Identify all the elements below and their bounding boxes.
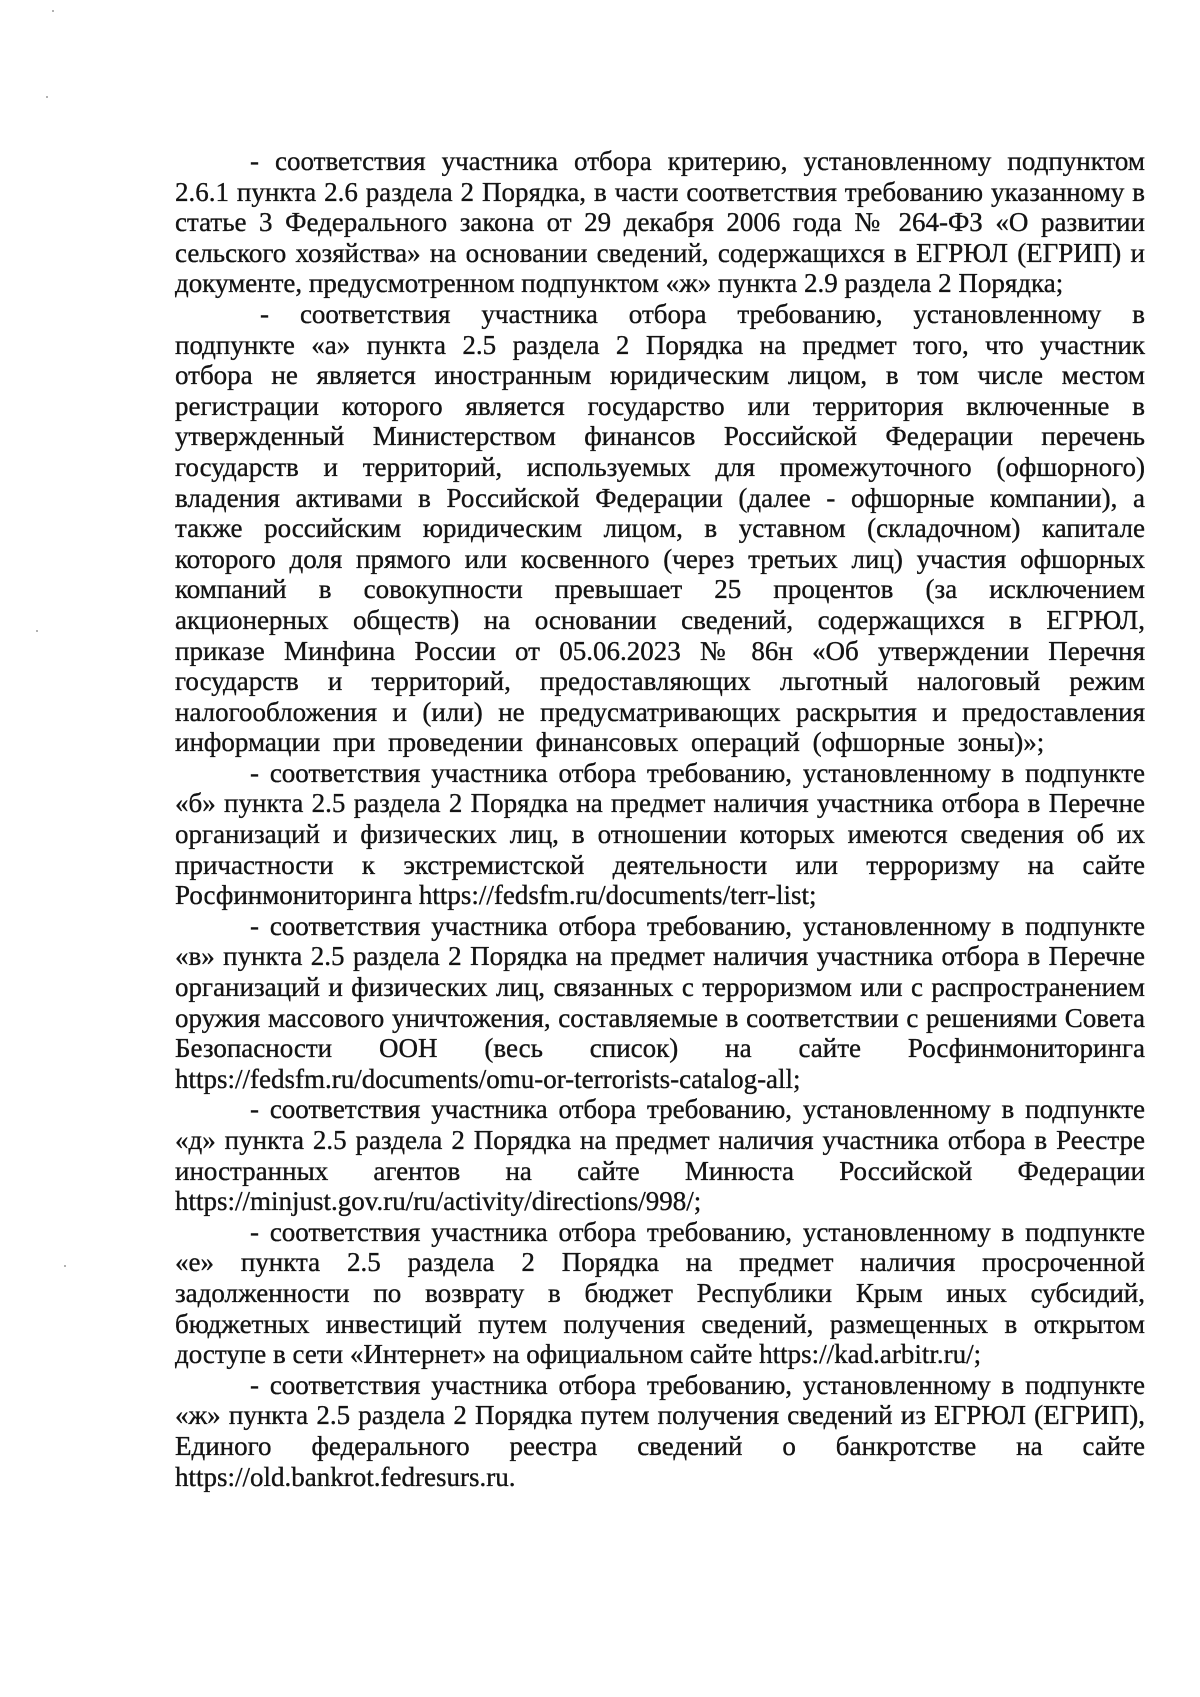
paragraph-subclause-e: - соответствия участника отбора требованию, установленному в подпункте «е» пункта 2.5 раздела 2 Порядка на предмет наличия просроченной задолженности по возврату в бюджет Республики Крым иных субсидий, бюджетных инвестиций путем получения сведений, размещенных в открытом доступе в сети «Интернет» на официальном сайте https://kad.arbitr.ru/;: [175, 1216, 1145, 1370]
paragraph-subclause-b: - соответствия участника отбора требованию, установленному в подпункте «б» пункта 2.5 раздела 2 Порядка на предмет наличия участника отбора в Перечне организаций и физических лиц, в отношении которых имеются сведения об их причастности к экстремистской деятельности или терроризму на сайте Росфинмониторинга https://fedsfm.ru/documents/terr-list;: [175, 757, 1145, 911]
scan-speck: [46, 96, 48, 98]
paragraph-subclause-a: - соответствия участника отбора требованию, установленному в подпункте «а» пункта 2.5 раздела 2 Порядка на предмет того, что участник отбора не является иностранным юридическим лицом, в том числе местом регистрации которого является государство или территория включенные в утвержденный Министерством финансов Российской Федерации перечень государств и территорий, используемых для промежуточного (офшорного) владения активами в Российской Федерации (далее - офшорные компании), а также российским юридическим лицом, в уставном (складочном) капитале которого доля прямого или косвенного (через третьих лиц) участия офшорных компаний в совокупности превышает 25 процентов (за исключением акционерных обществ) на основании сведений, содержащихся в ЕГРЮЛ, приказе Минфина России от 05.06.2023 № 86н «Об утверждении Перечня государств и территорий, предоставляющих льготный налоговый режим налогообложения и (или) не предусматривающих раскрытия и предоставления информации при проведении финансовых операций (офшорные зоны)»;: [175, 298, 1145, 758]
paragraph-criterion-2-6-1: - соответствия участника отбора критерию, установленному подпунктом 2.6.1 пункта 2.6 раздела 2 Порядка, в части соответствия требованию указанному в статье 3 Федерального закона от 29 декабря 2006 года № 264-ФЗ «О развитии сельского хозяйства» на основании сведений, содержащихся в ЕГРЮЛ (ЕГРИП) и документе, предусмотренном подпунктом «ж» пункта 2.9 раздела 2 Порядка;: [175, 146, 1145, 299]
paragraph-subclause-zh: - соответствия участника отбора требованию, установленному в подпункте «ж» пункта 2.5 раздела 2 Порядка путем получения сведений из ЕГРЮЛ (ЕГРИП), Единого федерального реестра сведений о банкротстве на сайте https://old.bankrot.fedresurs.ru.: [175, 1369, 1145, 1492]
document-body: [175, 146, 1145, 1492]
scan-speck: [52, 10, 54, 12]
scan-speck: [64, 1265, 66, 1267]
paragraph-subclause-v: - соответствия участника отбора требованию, установленному в подпункте «в» пункта 2.5 раздела 2 Порядка на предмет наличия участника отбора в Перечне организаций и физических лиц, связанных с терроризмом или с распространением оружия массового уничтожения, составляемые в соответствии с решениями Совета Безопасности ООН (весь список) на сайте Росфинмониторинга https://fedsfm.ru/documents/omu-or-terrorists-catalog-all;: [175, 910, 1145, 1094]
paragraph-subclause-d: - соответствия участника отбора требованию, установленному в подпункте «д» пункта 2.5 раздела 2 Порядка на предмет наличия участника отбора в Реестре иностранных агентов на сайте Минюста Российской Федерации https://minjust.gov.ru/ru/activity/directions/998/;: [175, 1094, 1145, 1217]
scan-speck: [36, 630, 38, 632]
